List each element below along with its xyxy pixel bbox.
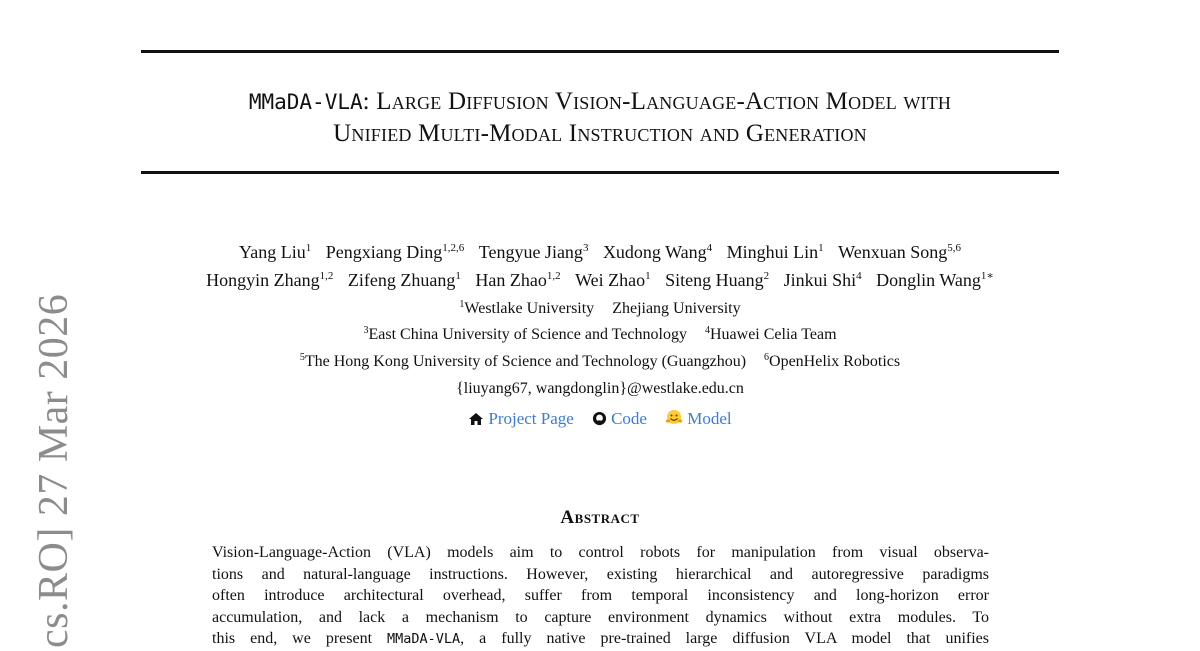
author: Wenxuan Song$^{5,6}$: [838, 242, 961, 262]
project-page-link[interactable]: Project Page: [468, 409, 578, 428]
author: Pengxiang Ding$^{1,2,6}$: [325, 242, 465, 262]
model-link[interactable]: Model: [665, 409, 731, 428]
author: Minghui Lin$^1$: [726, 242, 824, 262]
top-rule: [141, 50, 1059, 53]
author: Han Zhao$^{1,2}$: [475, 270, 561, 290]
affiliation-line-1: $^1$Westlake University Zhejiang University: [459, 299, 741, 317]
author: Siteng Huang$^2$: [665, 270, 770, 290]
code-link[interactable]: Code: [592, 409, 651, 428]
author: Xudong Wang$^4$: [602, 242, 713, 262]
abstract-heading: Abstract: [560, 507, 640, 528]
author: Wei Zhao$^1$: [575, 270, 651, 290]
author: Donglin Wang$^{1∗}$: [876, 270, 994, 290]
abstract-body: [212, 542, 989, 651]
abstract-line: this end, we present MMaDA-VLA, a fully native pre-trained large diffusion VLA model that unifies: [212, 630, 990, 647]
contact-email: {liuyang67, wangdonglin}@westlake.edu.cn: [456, 380, 744, 397]
affiliation-line-3: $^5$The Hong Kong University of Science and Technology (Guangzhou) $^6$OpenHelix Robotics: [299, 352, 901, 370]
author-row-1: [141, 242, 1059, 263]
author: Hongyin Zhang$^{1,2}$: [206, 270, 334, 290]
author: Tengyue Jiang$^3$: [478, 242, 589, 262]
arxiv-stamp: cs.RO] 27 Mar 2026: [31, 293, 77, 648]
author-row-2: [141, 270, 1059, 291]
title-line-1: MMaDA-VLA: Large Diffusion Vision-Language-Action Model with: [248, 88, 952, 115]
author: Jinkui Shi$^4$: [783, 270, 862, 290]
abstract-line: tions and natural-language instructions. However, existing hierarchical and autoregressive paradigms: [212, 565, 989, 583]
title-line-2: Unified Multi-Modal Instruction and Generation: [333, 120, 867, 147]
abstract-line: often introduce architectural overhead, suffer from temporal inconsistency and long-horizon error: [212, 587, 989, 604]
abstract-line: Vision-Language-Action (VLA) models aim to control robots for manipulation from visual observa-: [212, 544, 989, 561]
github-icon: [592, 411, 607, 431]
abstract-line: accumulation, and lack a mechanism to capture environment dynamics without extra modules. To: [212, 608, 989, 626]
paper-title: [141, 86, 1059, 149]
author: Yang Liu$^1$: [239, 242, 312, 262]
bottom-rule: [141, 171, 1059, 174]
hugging-face-icon: [665, 409, 683, 431]
home-icon: [468, 411, 484, 431]
resource-links: [141, 409, 1059, 431]
author: Zifeng Zhuang$^1$: [347, 270, 461, 290]
affiliation-line-2: $^3$East China University of Science and Technology $^4$Huawei Celia Team: [363, 325, 837, 343]
